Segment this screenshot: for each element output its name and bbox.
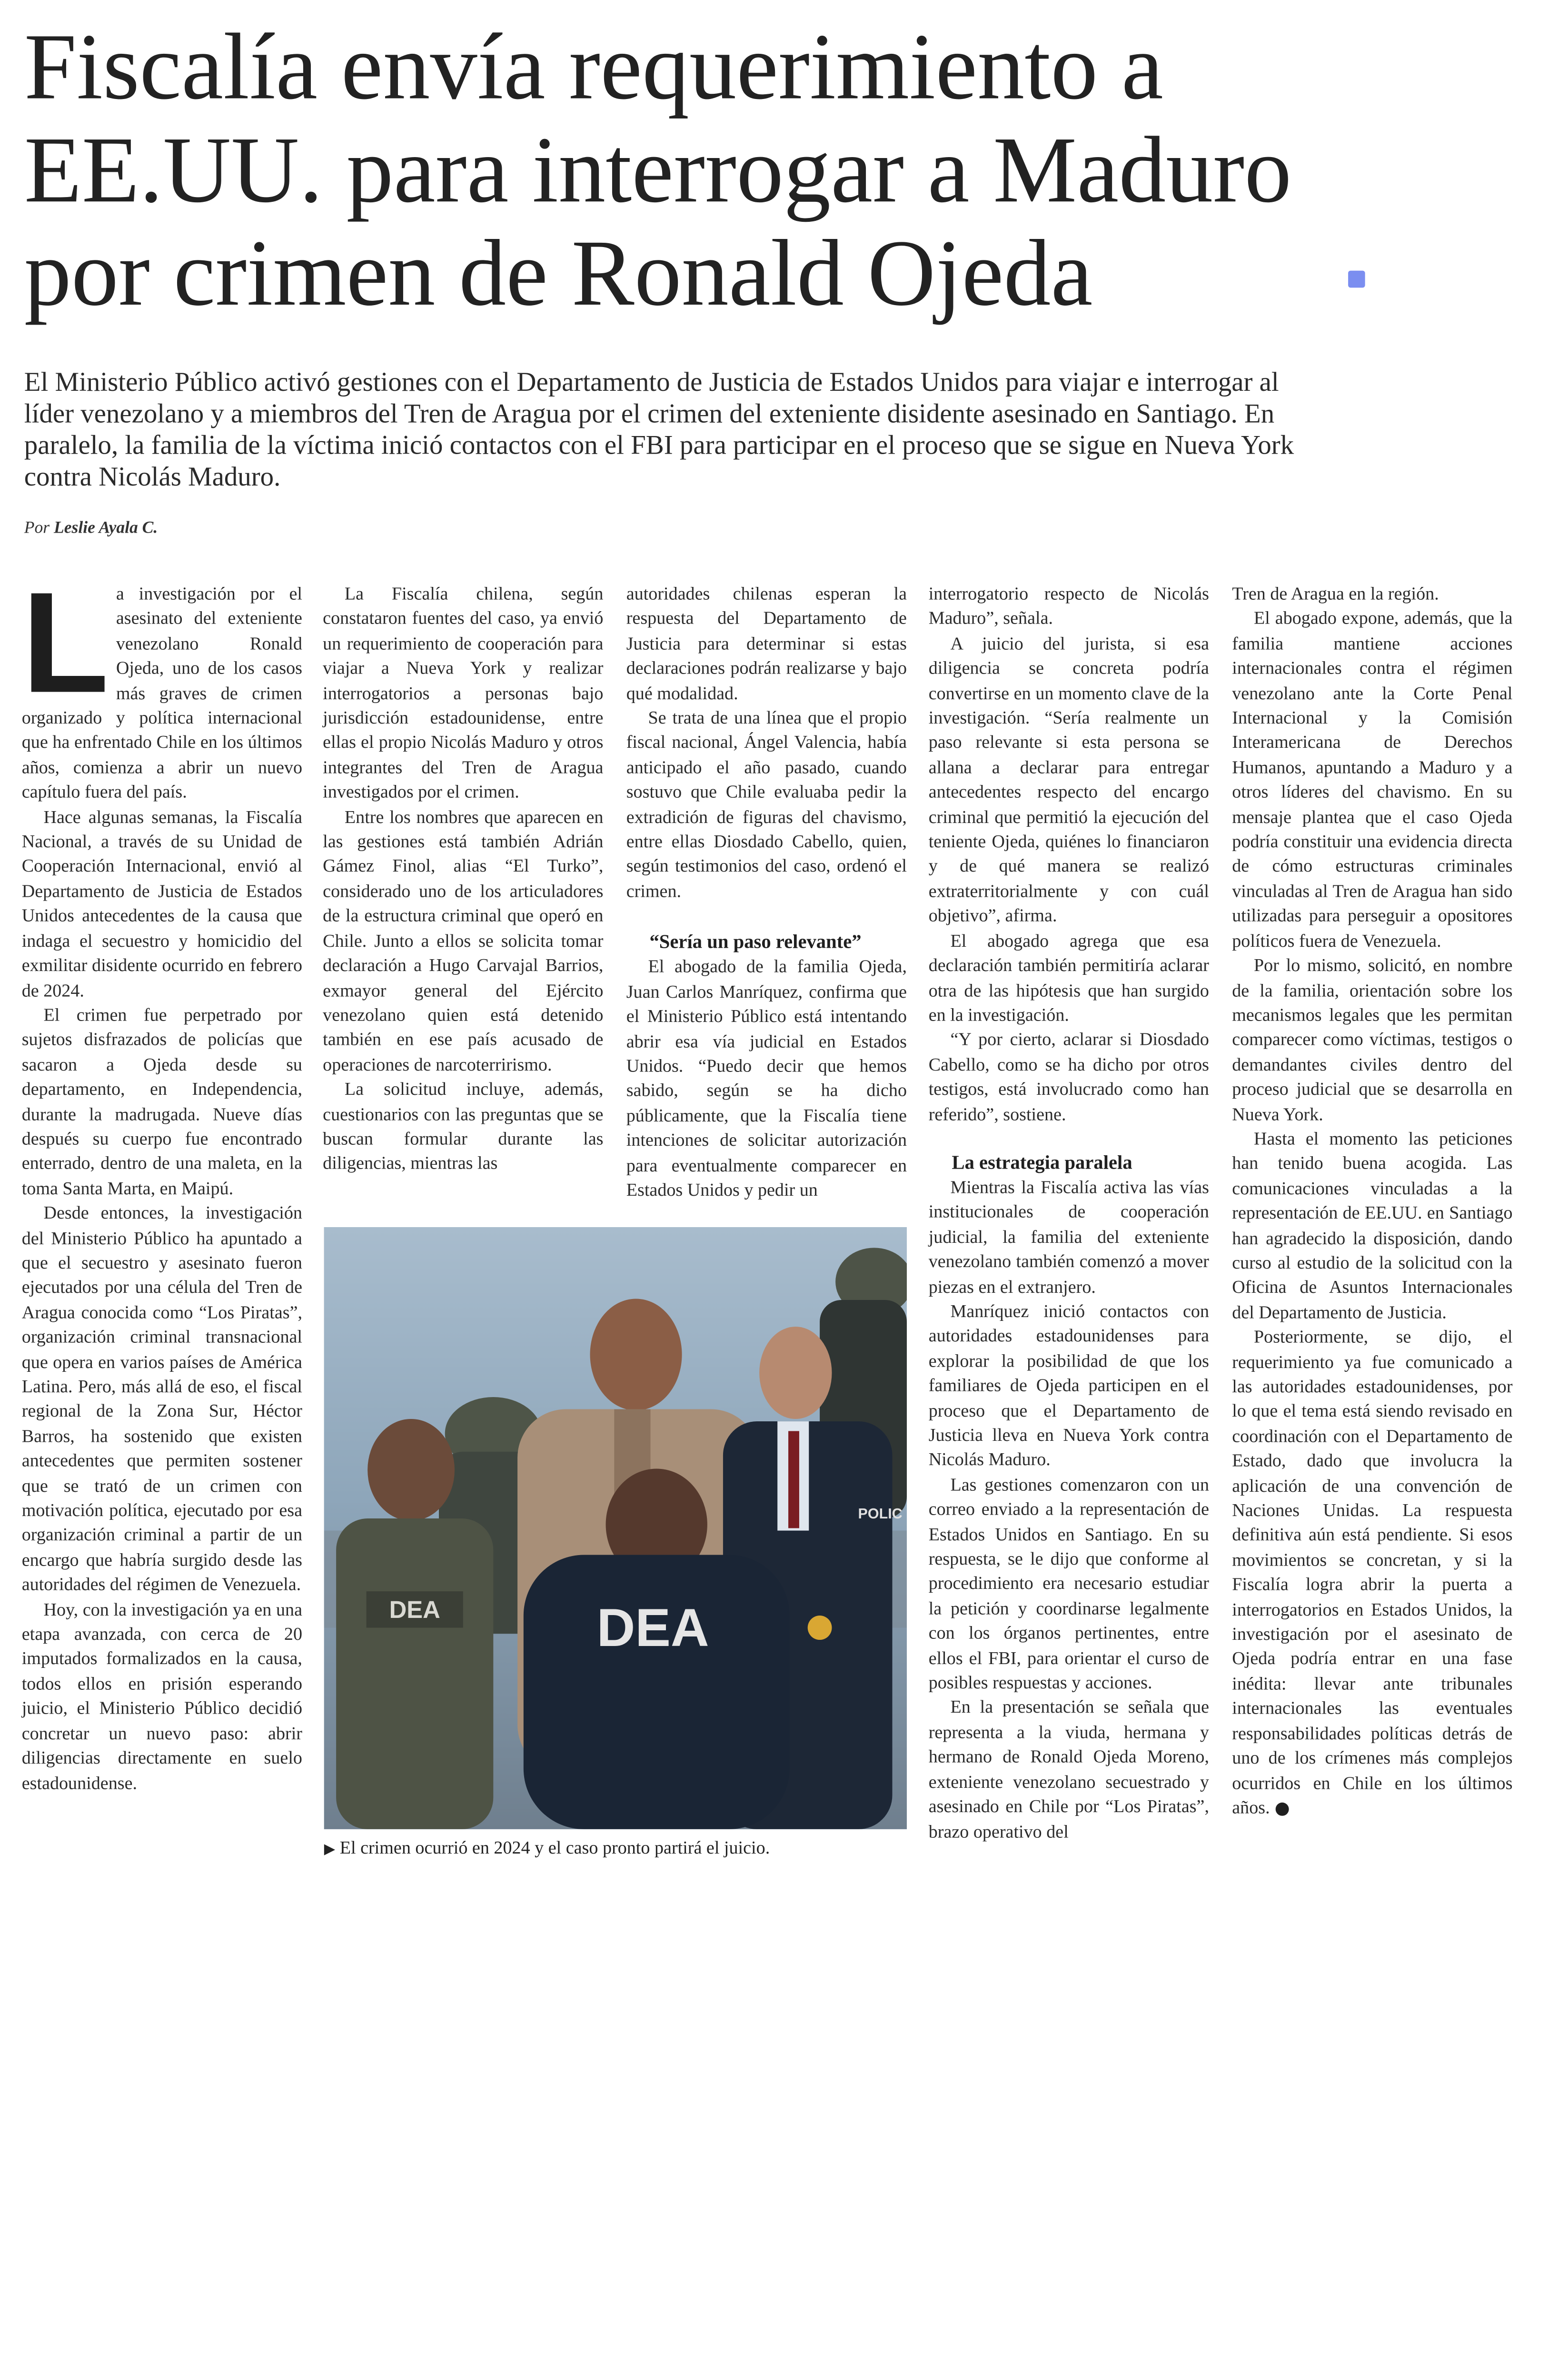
edit-marker-icon[interactable]	[1348, 271, 1365, 288]
lead-line: paralelo, la familia de la víctima inició contactos con el FBI para participar en el proceso que se sigue en Nueva York	[24, 429, 1294, 460]
article-column-3	[626, 583, 907, 1203]
paragraph: La Fiscalía chilena, según constataron fuentes del caso, ya envió un requerimiento de cooperación para viajar a Nueva York y realizar interrogatorios a personas bajo jurisdicción estadounidense, entre ellas el propio Nicolás Maduro y otros integrantes del Tren de Aragua investigados por el crimen.	[323, 585, 604, 803]
paragraph: Se trata de una línea que el propio fiscal nacional, Ángel Valencia, había anticipado el año pasado, cuando sostuvo que Chile evaluaba pedir la extradición de figuras del chavismo, entre ellas Diosdado Cabello, quien, según testimonios del caso, ordenó el crimen.	[626, 709, 907, 902]
byline	[24, 519, 158, 539]
article-column-2	[323, 583, 603, 1177]
paragraph: Hace algunas semanas, la Fiscalía Nacional, a través de su Unidad de Cooperación Internacional, envió al Departamento de Justicia de Estados Unidos antecedentes de la causa que indaga el secuestro y homicidio del exmilitar disidente ocurrido en febrero de 2024.	[21, 808, 303, 1001]
paragraph: El abogado expone, además, que la familia mantiene acciones internacionales contra el régimen venezolano ante la Corte Penal Internacional y la Comisión Interamericana de Derechos Humanos, apuntando a Maduro y a otros líderes del chavismo. En su mensaje plantea que el caso Ojeda podría constituir una evidencia directa de cómo estructuras criminales vinculadas al Tren de Aragua han sido utilizadas para perseguir a opositores políticos fuera de Venezuela.	[1232, 610, 1513, 952]
headline-line: Fiscalía envía requerimiento a	[24, 13, 1163, 119]
paragraph: El crimen fue perpetrado por sujetos disfrazados de policías que sacaron a Ojeda desde su departamento, en Independencia, durante la madrugada. Nueve días después su cuerpo fue encontrado enterrado, dentro de una maleta, en la toma Santa Marta, en Maipú.	[21, 1006, 303, 1199]
subhead: La estrategia paralela	[952, 1153, 1132, 1174]
byline-prefix: Por	[24, 519, 50, 538]
vest-label: DEA	[389, 1596, 440, 1624]
headline-line: por crimen de Ronald Ojeda	[24, 219, 1093, 326]
photo-caption	[324, 1839, 904, 1859]
lead-line: líder venezolano y a miembros del Tren de Aragua por el crimen del exteniente disidente asesinado en Santiago. En	[24, 398, 1275, 429]
paragraph: Hoy, con la investigación ya en una etapa avanzada, con cerca de 20 imputados formalizados en la causa, todos ellos en prisión esperando juicio, el Ministerio Público decidió concretar un nuevo paso: abrir diligencias directamente en suelo estadounidense.	[21, 1600, 303, 1794]
paragraph: a investigación por el asesinato del exteniente venezolano Ronald Ojeda, uno de los casos más graves de crimen organizado y política internacional que ha enfrentado Chile en los últimos años, comienza a abrir un nuevo capítulo fuera del país.	[21, 585, 303, 803]
subhead: “Sería un paso relevante”	[649, 932, 862, 953]
paragraph: El abogado agrega que esa declaración también permitiría aclarar otra de las hipótesis que han surgido en la investigación.	[928, 932, 1209, 1026]
paragraph: Hasta el momento las peticiones han tenido buena acogida. Las comunicaciones vinculadas a la representación de EE.UU. en Santiago han agradecido la disposición, dando curso al estudio de la solicitud con la Oficina de Asuntos Internacionales del Departamento de Justicia.	[1232, 1130, 1513, 1323]
jacket-label: POLIC	[858, 1505, 903, 1522]
paragraph: Tren de Aragua en la región.	[1232, 585, 1439, 605]
paragraph: Desde entonces, la investigación del Ministerio Público ha apuntado a que el secuestro y asesinato fueron ejecutados por una célula del Tren de Aragua conocida como “Los Piratas”, organización criminal transnacional que opera en varios países de América Latina. Pero, más allá de eso, el fiscal regional de la Zona Sur, Héctor Barros, ha sostenido que existen antecedentes que permiten sostener que se trató de un crimen con motivación política, ejecutado por esa organización criminal a partir de un encargo que habría surgido desde las autoridades del régimen de Venezuela.	[21, 1204, 303, 1596]
headline	[24, 15, 1511, 324]
paragraph-text: Posteriormente, se dijo, el requerimiento ya fue comunicado a las autoridades estadounidenses, por lo que el tema está siendo revisado en coordinación con el Departamento de Estado, dado que involucra la aplicación de una convención de Naciones Unidas. La respuesta definitiva aún está pendiente. Si esos movimientos se concretan, y si la Fiscalía logra abrir la puerta a interrogatorios en Estados Unidos, la investigación por el asesinato de Ojeda podría entrar en una fase inédita: llevar ante tribunales internacionales las eventuales responsabilidades políticas detrás de uno de los crímenes más complejos ocurridos en Chile en los últimos años.	[1232, 1328, 1513, 1818]
lead-line: El Ministerio Público activó gestiones con el Departamento de Justicia de Estados Unidos para viajar e interrogar al	[24, 367, 1279, 397]
article-column-5	[1232, 583, 1512, 1821]
headline-line: EE.UU. para interrogar a Maduro	[24, 116, 1292, 222]
end-mark-icon	[1276, 1803, 1289, 1816]
caption-text: El crimen ocurrió en 2024 y el caso pronto partirá el juicio.	[339, 1839, 770, 1859]
paragraph: Manríquez inició contactos con autoridades estadounidenses para explorar la posibilidad de que los familiares de Ojeda participen en el proceso que el Departamento de Justicia lleva en Nueva York contra Nicolás Maduro.	[928, 1302, 1209, 1471]
article-photo	[324, 1227, 907, 1829]
caption-marker-icon: ▶	[324, 1840, 336, 1857]
paragraph: La solicitud incluye, además, cuestionarios con las preguntas que se buscan formular durante las diligencias, mientras las	[323, 1080, 604, 1174]
paragraph: Mientras la Fiscalía activa las vías institucionales de cooperación judicial, la familia del exteniente venezolano también comenzó a mover piezas en el extranjero.	[928, 1178, 1209, 1297]
paragraph: Por lo mismo, solicitó, en nombre de la familia, orientación sobre los mecanismos legales que les permitan comparecer como víctimas, testigos o demandantes civiles dentro del proceso judicial que se desarrolla en Nueva York.	[1232, 956, 1513, 1125]
photo-illustration	[324, 1227, 907, 1829]
paragraph: A juicio del jurista, si esa diligencia se concreta podría convertirse en un momento clave de la investigación. “Sería realmente un paso relevante si esta persona se allana a declarar para entregar antecedentes respecto del encargo criminal que permitió la ejecución del teniente Ojeda, quiénes lo financiaron y de qué manera se realizó extraterritorialmente y con cuál objetivo”, afirma.	[928, 635, 1209, 927]
paragraph: El abogado de la familia Ojeda, Juan Carlos Manríquez, confirma que el Ministerio Público está intentando abrir esa vía judicial en Estados Unidos. “Puedo decir que hemos sabido, según se ha dicho públicamente, que la Fiscalía tiene intenciones de solicitar autorización para eventualmente comparecer en Estados Unidos y pedir un	[626, 958, 907, 1200]
paragraph: interrogatorio respecto de Nicolás Maduro”, señala.	[928, 585, 1209, 629]
paragraph: Las gestiones comenzaron con un correo enviado a la representación de Estados Unidos en Santiago. En su respuesta, se le dijo que conforme al procedimiento era necesario estudiar la petición y coordinarse legalmente con los órganos pertinentes, entre ellos el FBI, para orientar el curso de posibles respuestas y acciones.	[928, 1476, 1209, 1694]
byline-author: Leslie Ayala C.	[54, 519, 158, 538]
lead-paragraph	[24, 367, 1514, 493]
vest-label: DEA	[596, 1597, 709, 1657]
paragraph	[1232, 1326, 1512, 1821]
paragraph: En la presentación se señala que representa a la viuda, hermana y hermano de Ronald Ojeda Moreno, exteniente venezolano secuestrado y asesinado en Chile por “Los Piratas”, brazo operativo del	[928, 1698, 1209, 1842]
article-column-4	[929, 583, 1209, 1845]
paragraph: “Y por cierto, aclarar si Diosdado Cabello, como se ha dicho por otros testigos, está involucrado como han referido”, sostiene.	[928, 1031, 1209, 1125]
lead-line: contra Nicolás Maduro.	[24, 461, 281, 492]
paragraph: Entre los nombres que aparecen en las gestiones está también Adrián Gámez Finol, alias “El Turko”, considerado uno de los articuladores de la estructura criminal que operó en Chile. Junto a ellos se solicita tomar declaración a Hugo Carvajal Barrios, exmayor general del Ejército venezolano quien está detenido también en ese país acusado de operaciones de narcoterrirismo.	[323, 808, 604, 1075]
drop-cap: L	[21, 563, 109, 724]
paragraph: autoridades chilenas esperan la respuesta del Departamento de Justicia para determinar si estas declaraciones podrán realizarse y bajo qué modalidad.	[626, 585, 907, 704]
article-column-1	[21, 563, 303, 1796]
